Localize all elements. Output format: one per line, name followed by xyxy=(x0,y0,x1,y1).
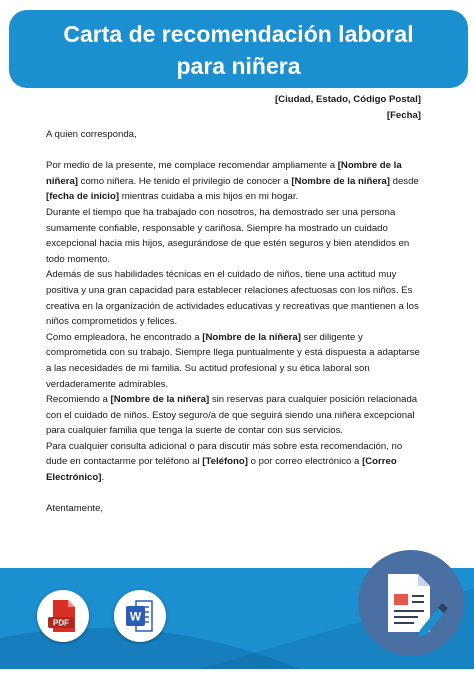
placeholder-field: [fecha de inicio] xyxy=(46,191,120,203)
text-run: sin reservas para cualquier posición relacionada con el cuidado de niños. Estoy seguro/a de que seguirá siendo una niñera excepcional para cualquier familia que tenga la suerte de contar con sus servicios. xyxy=(46,394,418,437)
paragraph-recommendation xyxy=(46,392,426,439)
word-label: W xyxy=(129,609,142,624)
pdf-label: PDF xyxy=(53,618,69,628)
text-run: Por medio de la presente, me complace recomendar ampliamente a xyxy=(46,160,338,172)
text-run: Recomiendo a xyxy=(46,394,111,406)
text-run: desde xyxy=(389,175,419,187)
letter-body xyxy=(46,127,426,517)
paragraph-skills xyxy=(46,267,426,329)
text-run: Además de sus habilidades técnicas en el cuidado de niños, tiene una actitud muy positiva y una gran capacidad para establecer relaciones afectuosas con los niños. Es creativa en la organización de actividades educativas y recreativas que mantienen a los niños comprometidos y felices. xyxy=(46,269,419,328)
page-title-line-2: para niñera xyxy=(176,53,301,79)
placeholder-field: [Teléfono] xyxy=(202,456,248,468)
word-download-button[interactable] xyxy=(114,590,166,642)
closing: Atentamente, xyxy=(46,503,104,515)
pdf-download-button[interactable] xyxy=(37,590,89,642)
text-run: Durante el tiempo que ha trabajado con nosotros, ha demostrado ser una persona sumamente confiable, responsable y cariñosa. Siempre ha mostrado un cuidado excepcional hacia mis hijos, asegurándose de que estén seguros y bien atendidos en todo momento. xyxy=(46,206,410,265)
text-run: ser diligente y comprometida con su trabajo. Siempre llega puntualmente y está dispuesta a adaptarse a las necesidades de mi familia. Su actitud profesional y su ética laboral son verdaderamente admirables. xyxy=(46,331,420,390)
text-run: Como empleadora, he encontrado a xyxy=(46,331,203,343)
paragraph-conduct xyxy=(46,205,426,267)
text-run: como niñera. He tenido el privilegio de conocer a xyxy=(78,175,292,187)
text-run: o por correo electrónico a xyxy=(247,456,363,468)
placeholder-field: [Nombre de la niñera] xyxy=(202,331,301,343)
address-city: [Ciudad, Estado, Código Postal] xyxy=(274,94,421,105)
document-edit-badge xyxy=(358,550,464,656)
paragraph-employer xyxy=(46,330,426,392)
placeholder-field: [Nombre de la niñera] xyxy=(291,175,390,187)
address-date: [Fecha] xyxy=(386,110,421,121)
text-run: . xyxy=(101,472,105,484)
title-banner xyxy=(9,10,468,88)
text-run: mientras cuidaba a mis hijos en mi hogar. xyxy=(119,191,299,203)
page-title-line-1: Carta de recomendación laboral xyxy=(63,21,414,47)
paragraph-intro xyxy=(46,158,426,205)
placeholder-field: [Nombre de la niñera] xyxy=(46,160,402,187)
pdf-file-icon xyxy=(37,590,89,642)
text-run: Para cualquier consulta adicional o para discutir más sobre esta recomendación, no dude en contactarme por teléfono al xyxy=(46,440,403,468)
placeholder-field: [Nombre de la niñera] xyxy=(110,394,210,406)
salutation: A quien corresponda, xyxy=(46,129,137,140)
word-file-icon xyxy=(114,590,166,642)
placeholder-field: [Correo Electrónico] xyxy=(46,456,397,484)
paragraph-contact xyxy=(46,439,426,486)
document-edit-icon xyxy=(358,550,464,656)
